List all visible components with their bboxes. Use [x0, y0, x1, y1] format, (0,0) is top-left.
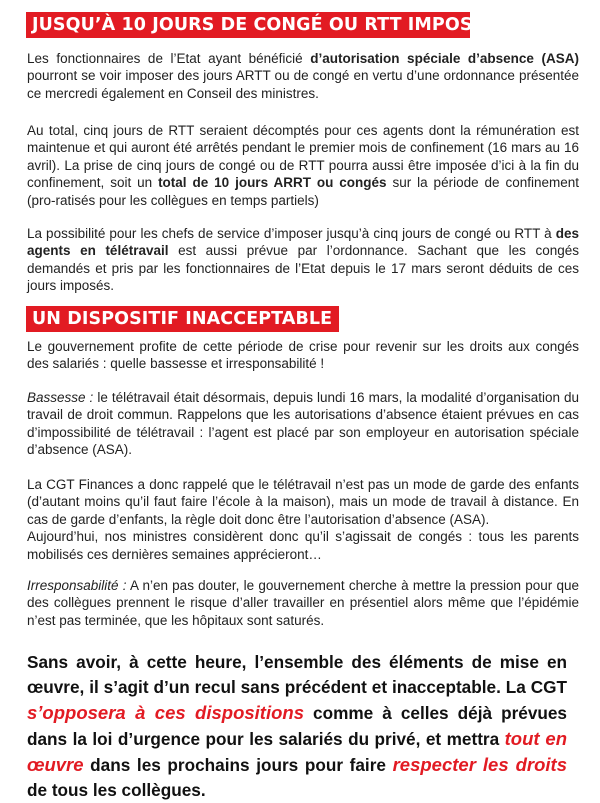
- text: comme à celles déjà prévues dans la loi d’urgence pour les salariés du privé, et mettra: [27, 703, 567, 749]
- paragraph-asa: [27, 50, 579, 102]
- highlight-text: s’opposera à ces dispositions: [27, 702, 304, 723]
- section-heading-dispositif: UN DISPOSITIF INACCEPTABLE: [26, 306, 339, 332]
- section-heading-conges-imposes: JUSQU’À 10 JOURS DE CONGÉ OU RTT IMPOSÉS: [26, 12, 470, 38]
- paragraph-total-rtt: [27, 122, 579, 209]
- paragraph-cgt-finances: [27, 476, 579, 563]
- highlight-text: tout en œuvre: [27, 728, 567, 775]
- italic-label: Bassesse :: [27, 390, 94, 405]
- bold-text: d’autorisation spéciale d’absence (ASA): [310, 51, 579, 66]
- paragraph-intro-crise: Le gouvernement profite de cette période de crise pour revenir sur les droits aux congés des salariés : quelle bassesse et irresponsabilité !: [27, 339, 579, 372]
- text: le télétravail était désormais, depuis lundi 16 mars, la modalité d’organisation du travail de droit commun. Rappelons que les autorisations d’absence étaient prévues en cas d’impossibilité de télétravail : l’agent est placé par son employeur en autorisation spéciale d’absence (ASA).: [27, 390, 579, 458]
- paragraph-irresponsabilite: [27, 577, 579, 629]
- text: dans les prochains jours pour faire: [83, 755, 393, 775]
- text: est aussi prévue par l’ordonnance. Sachant que les congés demandés et pris par les fonctionnaires de l’Etat depuis le 17 mars seront déduits de ces jours imposés.: [27, 243, 579, 294]
- conclusion-statement: [27, 650, 567, 803]
- paragraph-bassesse: [27, 389, 579, 459]
- text: Les fonctionnaires de l’Etat ayant bénéficié: [27, 51, 311, 66]
- text: de tous les collègues.: [27, 780, 206, 800]
- text: pourront se voir imposer des jours ARTT ou de congé en vertu d’une ordonnance présentée ce mercredi également en Conseil des ministres.: [27, 68, 579, 101]
- text: sur la période de confinement (pro-ratisés pour les collègues en temps partiels): [27, 175, 579, 208]
- bold-text: total de 10 jours ARRT ou congés: [158, 175, 387, 191]
- bold-text: des agents en télétravail: [27, 226, 579, 259]
- italic-label: Irresponsabilité :: [27, 578, 127, 593]
- highlight-text: respecter les droits: [392, 754, 567, 775]
- text: Au total, cinq jours de RTT seraient décomptés pour ces agents dont la rémunération est maintenue et qui auront été arrêtés pendant le premier mois de confinement (16 mars au 16 avril). La prise de cinq jours de congé ou de RTT pourra aussi être imposée d’ici à la fin du confinement, soit un: [27, 123, 579, 191]
- text: A n’en pas douter, le gouvernement cherche à mettre la pression pour que des collègues prennent le risque d’aller travailler en présentiel alors même que l’épidémie n’est pas terminée, que les hôpitaux sont saturés.: [27, 578, 579, 628]
- text: La possibilité pour les chefs de service d’imposer jusqu’à cinq jours de congé ou RTT à: [27, 226, 556, 241]
- text: La CGT Finances a donc rappelé que le télétravail n’est pas un mode de garde des enfants (d’autant moins qu’il faut faire l’école à la maison), mais un mode de travail à distance. En cas de garde d’enfants, la règle doit donc être l’autorisation d’absence (ASA).: [27, 477, 579, 527]
- paragraph-teletravail: [27, 225, 579, 295]
- text: Sans avoir, à cette heure, l’ensemble des éléments de mise en œuvre, il s’agit d’un recul sans précédent et inacceptable. La CGT: [27, 652, 567, 697]
- text: Aujourd’hui, nos ministres considèrent donc qu’il s’agissait de congés : tous les parents mobilisés ces dernières semaines apprécieront…: [27, 529, 579, 562]
